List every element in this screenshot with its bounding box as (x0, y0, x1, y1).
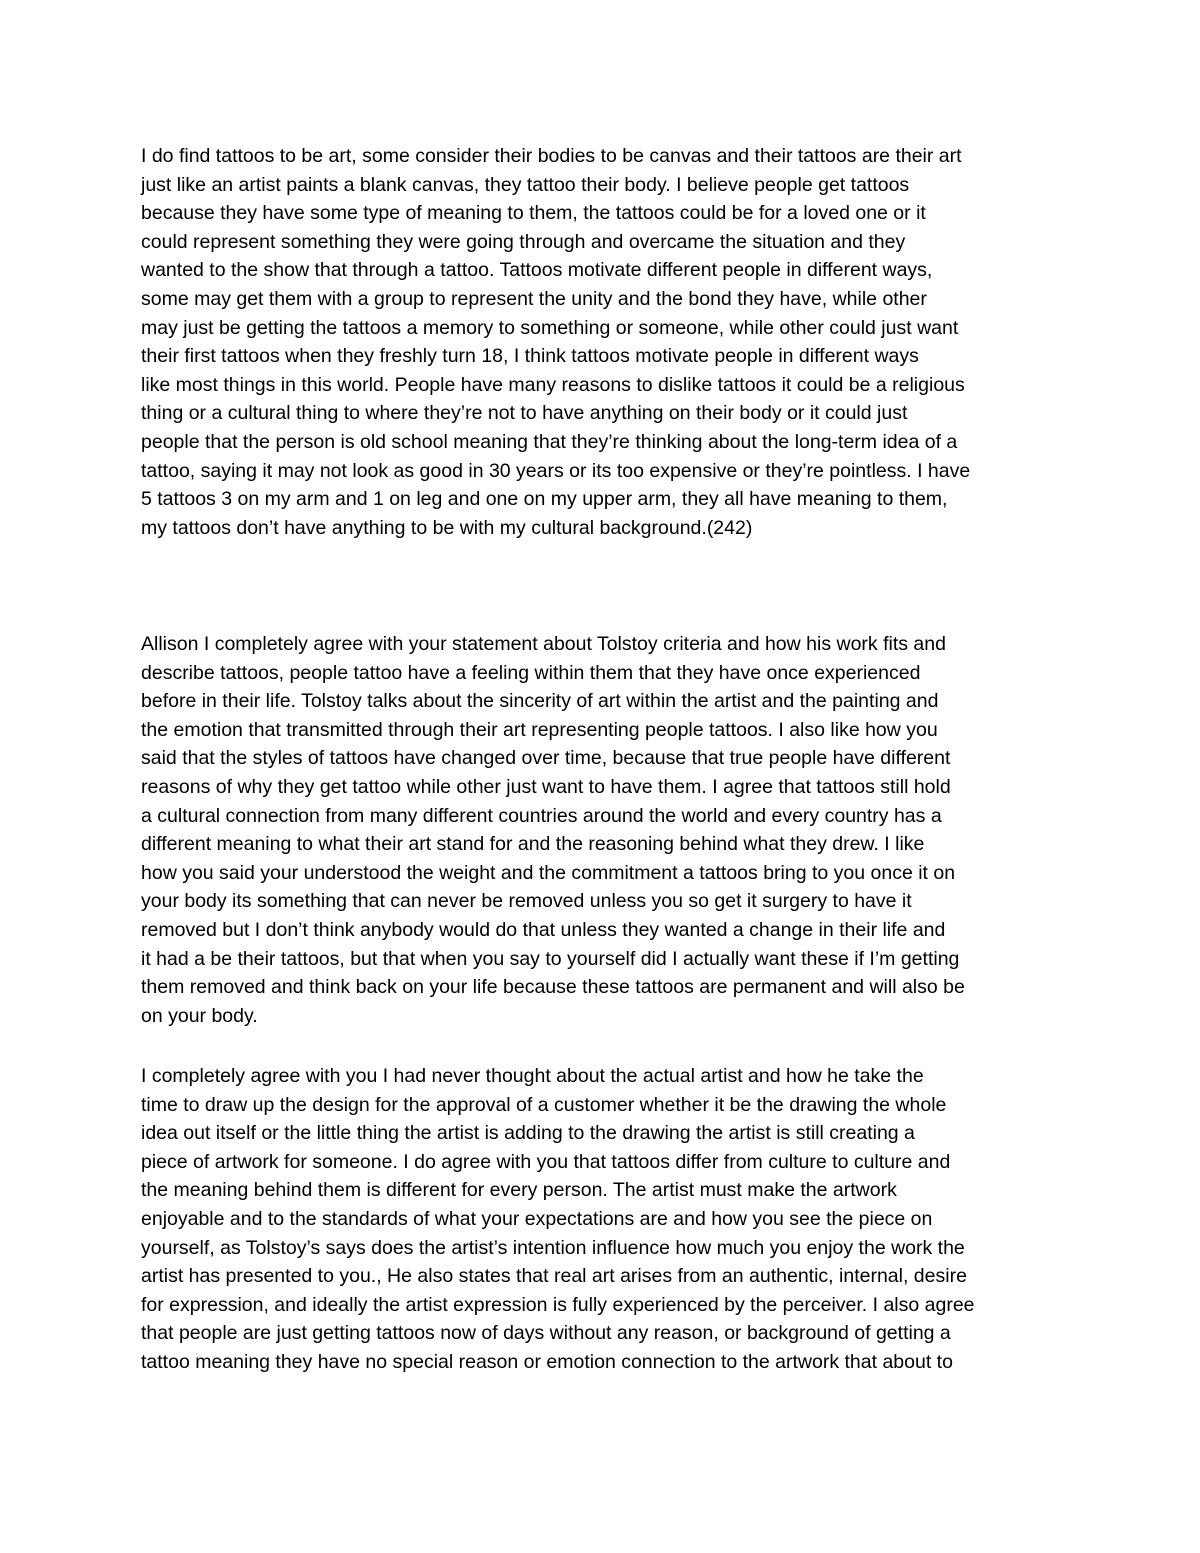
text-line: the meaning behind them is different for every person. The artist must make the artwork (141, 1179, 897, 1202)
text-line: it had a be their tattoos, but that when you say to yourself did I actually want these if I’m getting (141, 947, 960, 970)
text-line: that people are just getting tattoos now of days without any reason, or background of getting a (141, 1322, 951, 1345)
text-line: people that the person is old school meaning that they’re thinking about the long-term idea of a (141, 430, 958, 453)
text-line: their first tattoos when they freshly turn 18, I think tattoos motivate people in different ways (141, 345, 919, 368)
text-line: the emotion that transmitted through their art representing people tattoos. I also like how you (141, 718, 938, 741)
text-line: describe tattoos, people tattoo have a feeling within them that they have once experienced (141, 661, 921, 684)
text-line: piece of artwork for someone. I do agree with you that tattoos differ from culture to culture and (141, 1150, 951, 1173)
text-line: because they have some type of meaning to them, the tattoos could be for a loved one or it (141, 202, 926, 225)
text-line: idea out itself or the little thing the artist is adding to the drawing the artist is still creating a (141, 1122, 915, 1145)
paragraph-reply-artist (141, 1062, 1061, 1377)
text-line: could represent something they were going through and overcame the situation and they (141, 230, 906, 253)
text-line: Allison I completely agree with your statement about Tolstoy criteria and how his work fits and (141, 633, 946, 655)
text-line: artist has presented to you., He also states that real art arises from an authentic, internal, desire (141, 1265, 967, 1288)
text-line: tattoo, saying it may not look as good in 30 years or its too expensive or they’re pointless. I have (141, 459, 971, 482)
text-line: before in their life. Tolstoy talks about the sincerity of art within the artist and the painting and (141, 690, 939, 713)
text-line: I do find tattoos to be art, some consider their bodies to be canvas and their tattoos are their art (141, 145, 962, 167)
text-line: removed but I don’t think anybody would do that unless they wanted a change in their life and (141, 918, 946, 941)
text-line: enjoyable and to the standards of what your expectations are and how you see the piece on (141, 1207, 933, 1230)
text-line: different meaning to what their art stand for and the reasoning behind what they drew. I like (141, 833, 925, 856)
text-line: your body its something that can never be removed unless you so get it surgery to have it (141, 890, 912, 913)
paragraph-reply-allison (141, 630, 1061, 1030)
text-line: a cultural connection from many different countries around the world and every country has a (141, 804, 942, 827)
paragraph-tattoos-as-art (141, 142, 1061, 542)
text-line: may just be getting the tattoos a memory to something or someone, while other could just want (141, 316, 959, 339)
text-line: yourself, as Tolstoy’s says does the artist’s intention influence how much you enjoy the work the (141, 1236, 965, 1259)
text-line: I completely agree with you I had never thought about the actual artist and how he take the (141, 1065, 924, 1087)
text-line: some may get them with a group to represent the unity and the bond they have, while other (141, 287, 927, 310)
text-line: for expression, and ideally the artist expression is fully experienced by the perceiver. I also agree (141, 1293, 975, 1316)
text-line: said that the styles of tattoos have changed over time, because that true people have different (141, 747, 951, 770)
text-line: reasons of why they get tattoo while other just want to have them. I agree that tattoos still hold (141, 775, 951, 798)
text-line: just like an artist paints a blank canvas, they tattoo their body. I believe people get tattoos (141, 173, 910, 196)
text-line: tattoo meaning they have no special reason or emotion connection to the artwork that about to (141, 1350, 953, 1373)
text-line: them removed and think back on your life because these tattoos are permanent and will also be (141, 976, 965, 999)
text-line: my tattoos don’t have anything to be with my cultural background.(242) (141, 516, 753, 539)
text-line: wanted to the show that through a tattoo. Tattoos motivate different people in different ways, (141, 259, 933, 282)
text-line: on your body. (141, 1004, 258, 1027)
text-line: thing or a cultural thing to where they’re not to have anything on their body or it could just (141, 402, 908, 425)
text-line: 5 tattoos 3 on my arm and 1 on leg and one on my upper arm, they all have meaning to them, (141, 488, 948, 511)
text-line: how you said your understood the weight and the commitment a tattoos bring to you once it on (141, 861, 956, 884)
text-line: like most things in this world. People have many reasons to dislike tattoos it could be a religious (141, 373, 965, 396)
text-line: time to draw up the design for the approval of a customer whether it be the drawing the whole (141, 1093, 947, 1116)
